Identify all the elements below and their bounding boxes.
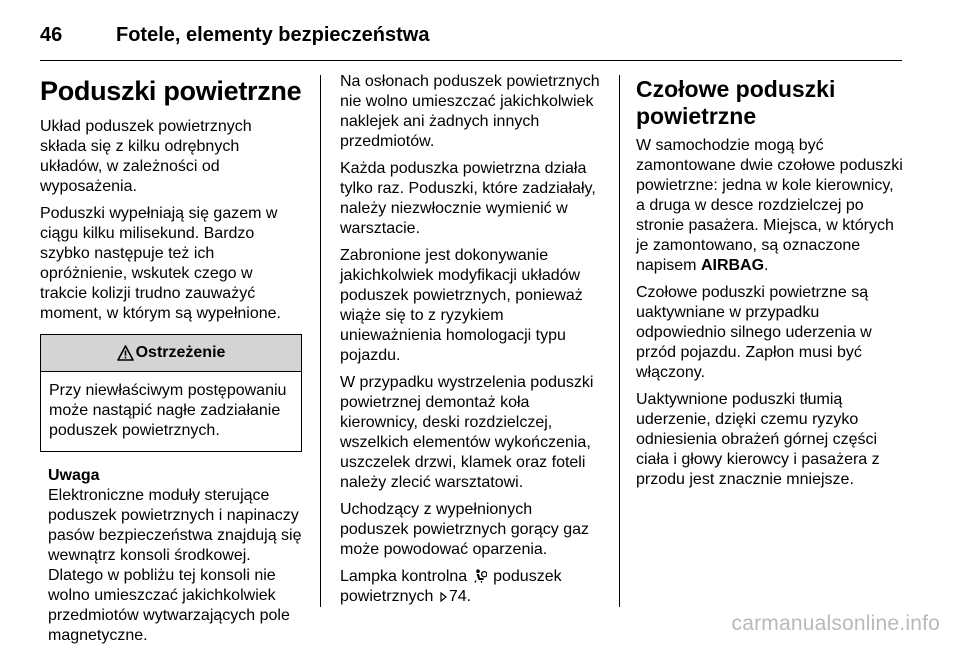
paragraph: Układ poduszek powietrznych składa się z kilku odrębnych układów, w zależności od wyposażenia. — [40, 118, 252, 195]
paragraph: W przypadku wystrzelenia poduszki powietrznej demontaż koła kierownicy, deski rozdzielczej, wszelkich elementów wykończenia, uszczelek drzwi, klamek oraz foteli należy zlecić warsztatowi. — [340, 374, 594, 491]
paragraph: Uchodzący z wypełnionych poduszek powietrznych gorący gaz może powodować oparzenia. — [340, 501, 590, 558]
airbag-label: AIRBAG — [700, 257, 765, 274]
paragraph-end: . — [764, 257, 769, 274]
warning-triangle-icon — [117, 345, 134, 361]
warning-title: Ostrzeżenie — [135, 344, 226, 361]
heading-airbags: Poduszki powietrzne — [40, 76, 302, 106]
paragraph — [636, 136, 904, 276]
warning-body: Przy niewłaściwym postępowaniu może nastąpić nagłe zadziałanie poduszek powietrznych. — [49, 382, 287, 439]
paragraph-lamp — [340, 567, 604, 607]
column-2 — [340, 72, 604, 614]
page-ref-arrow-icon — [440, 592, 447, 602]
section-title: Fotele, elementy bezpieczeństwa — [116, 24, 430, 46]
note-body: Elektroniczne moduły sterujące poduszek powietrznych i napinaczy pasów bezpieczeństwa znajdują się wewnątrz konsoli środkowej. Dlatego w pobliżu tej konsoli nie wolno umieszczać jakichkolwiek przedmiotów wytwarzających pole magnetyczne. — [48, 487, 302, 644]
paragraph: Na osłonach poduszek powietrznych nie wolno umieszczać jakichkolwiek naklejek ani żadnych innych przedmiotów. — [340, 73, 600, 150]
paragraph: Czołowe poduszki powietrzne są uaktywniane w przypadku odpowiednio silnego uderzenia w przód pojazdu. Zapłon musi być włączony. — [636, 284, 872, 381]
warning-header — [41, 335, 301, 372]
heading-front-airbags: Czołowe poduszki powietrzne — [636, 76, 836, 129]
lamp-text: poduszek powietrznych — [340, 568, 562, 605]
column-3 — [636, 72, 904, 497]
note — [48, 466, 302, 646]
paragraph: Każda poduszka powietrzna działa tylko raz. Poduszki, które zadziałały, należy niezwłocznie wymienić w warsztacie. — [340, 160, 596, 237]
note-title: Uwaga — [48, 467, 100, 484]
paragraph: Zabronione jest dokonywanie jakichkolwiek modyfikacji układów poduszek powietrznych, ponieważ wiąże się to z ryzykiem unieważnienia homologacji typu pojazdu. — [340, 247, 583, 364]
paragraph: Uaktywnione poduszki tłumią uderzenie, dzięki czemu ryzyko odniesienia obrażeń górnej części ciała i głowy kierowcy i pasażera z przodu jest znacznie mniejsze. — [636, 391, 880, 488]
lamp-text: Lampka kontrolna — [340, 568, 468, 585]
paragraph-text: W samochodzie mogą być zamontowane dwie czołowe poduszki powietrzne: jedna w kole kierownicy, a druga w desce rozdzielczej po stronie pasażera. Miejsca, w których je zamontowano, są oznaczone napisem — [636, 137, 903, 274]
column-1 — [40, 72, 302, 646]
page-header — [40, 20, 902, 61]
airbag-lamp-icon — [474, 569, 487, 583]
warning-box — [40, 334, 302, 452]
page-number: 46 — [40, 24, 63, 46]
paragraph: Poduszki wypełniają się gazem w ciągu kilku milisekund. Bardzo szybko następuje też ich opróżnienie, wskutek czego w trakcie kolizji trudno zauważyć moment, w którym są wypełnione. — [40, 205, 281, 322]
page-reference-link[interactable]: 74. — [448, 588, 472, 605]
watermark: carmanualsonline.info — [731, 612, 940, 635]
column-divider — [320, 75, 321, 607]
column-divider — [619, 75, 620, 607]
